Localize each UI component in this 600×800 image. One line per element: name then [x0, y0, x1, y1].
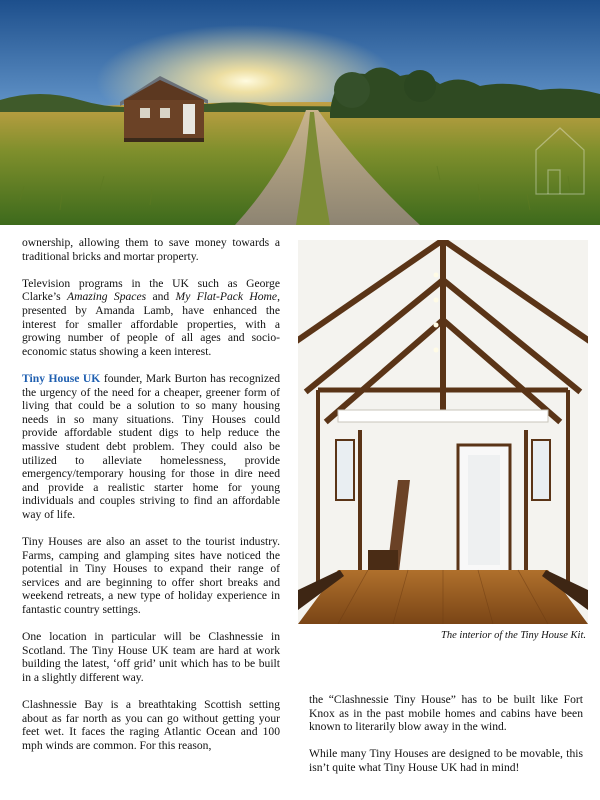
paragraph-television: Television programs in the UK such as George Clarke’s Amazing Spaces and My Flat-Pack Home, presented by Amanda Lamb, have enhanced the interest for smaller affordable properties, with a growing number of people of all ages and socio-economic status showing a keen interest. [22, 276, 280, 358]
paragraph-movable: While many Tiny Houses are designed to be movable, this isn’t quite what Tiny House UK had in mind! [309, 747, 583, 774]
paragraph-founder: Tiny House UK founder, Mark Burton has recognized the urgency of the need for a cheaper, greener form of living that could be a solution to so many housing needs in so many situations. Tiny Houses could provide affordable student digs to help reduce the massive student debt problem. They could also be utilized to alleviate homelessness, provide emergency/temporary housing for those in dire need and provide a realistic starter home for young individuals and couples striving to find an affordable way of life. [22, 371, 280, 521]
paragraph-ownership: ownership, allowing them to save money towards a traditional bricks and mortar property. [22, 236, 280, 263]
interior-photo [298, 240, 588, 624]
paragraph-tourist: Tiny Houses are also an asset to the tourist industry. Farms, camping and glamping sites have noticed the potential in Tiny Houses to expand their range of services and are beginning to offer short breaks and weekend retreats, a new type of holiday experience in fantastic country settings. [22, 535, 280, 617]
right-column [309, 693, 583, 788]
left-column [22, 236, 280, 766]
paragraph-clashnessie: One location in particular will be Clashnessie in Scotland. The Tiny House UK team are hard at work building the latest, ‘off grid’ unit which has to be built in a slightly different way. [22, 630, 280, 684]
show-title-flat-pack-home: My Flat-Pack Home [175, 290, 278, 304]
paragraph-fort-knox: the “Clashnessie Tiny House” has to be built like Fort Knox as in the past mobile homes and cabins have been known to literarily blow away in the wind. [309, 693, 583, 734]
hero-image [0, 0, 600, 225]
brand-name: Tiny House UK [22, 371, 101, 385]
show-title-amazing-spaces: Amazing Spaces [66, 290, 147, 304]
paragraph-clashnessie-bay: Clashnessie Bay is a breathtaking Scottish setting about as far north as you can go without getting your feet wet. It faces the raging Atlantic Ocean and 100 mph winds are common. For this reason, [22, 698, 280, 752]
photo-caption: The interior of the Tiny House Kit. [441, 630, 586, 641]
